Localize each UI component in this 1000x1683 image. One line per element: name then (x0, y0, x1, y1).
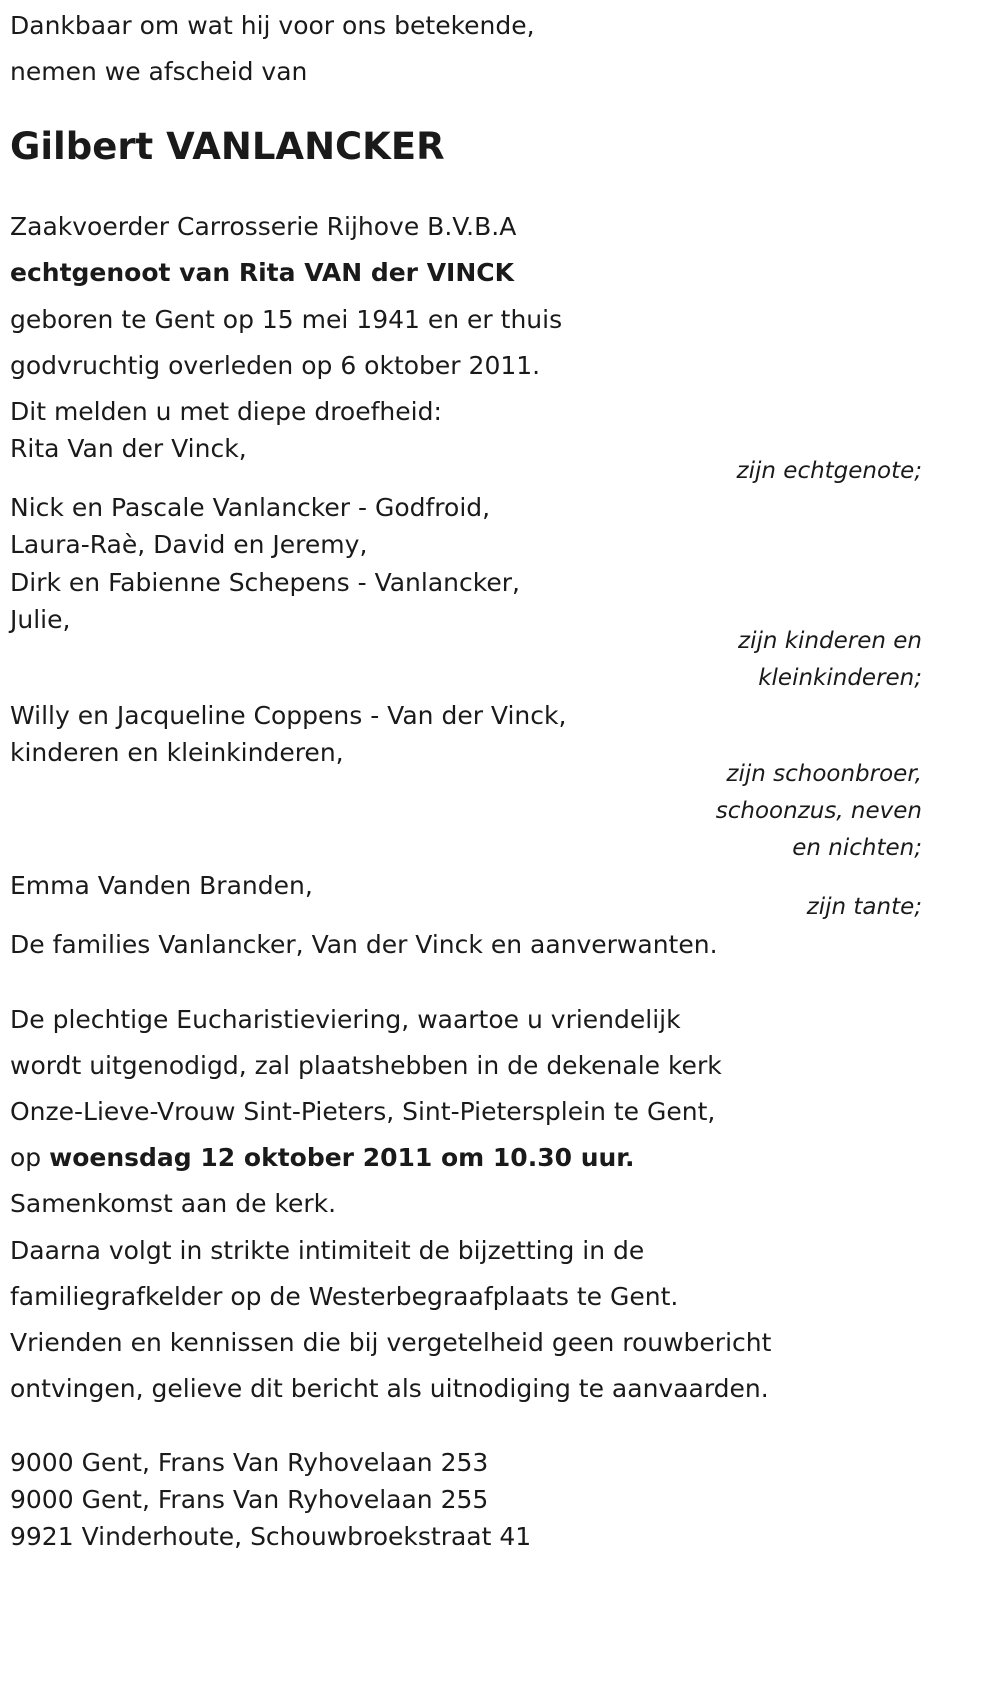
ceremony-line: familiegrafkelder op de Westerbegraafplaats te Gent. (10, 1282, 679, 1311)
ceremony-line: ontvingen, gelieve dit bericht als uitnodiging te aanvaarden. (10, 1374, 769, 1403)
ceremony-line: Onze-Lieve-Vrouw Sint-Pieters, Sint-Pietersplein te Gent, (10, 1097, 716, 1126)
ceremony-line: Samenkomst aan de kerk. (10, 1189, 337, 1218)
ceremony-line: Daarna volgt in strikte intimiteit de bijzetting in de (10, 1236, 645, 1265)
ceremony-date-line (10, 1145, 635, 1170)
in-law-line: kinderen en kleinkinderen, (10, 738, 344, 767)
in-laws-relation: schoonzus, neven (715, 798, 922, 824)
child-line: Nick en Pascale Vanlancker - Godfroid, (10, 493, 491, 522)
address-line: 9921 Vinderhoute, Schouwbroekstraat 41 (10, 1522, 532, 1551)
ceremony-line: De plechtige Eucharistieviering, waartoe u vriendelijk (10, 1005, 681, 1034)
spouse-relation: zijn echtgenote; (736, 458, 922, 484)
in-laws-relation: en nichten; (792, 835, 922, 861)
spouse-name: Rita Van der Vinck, (10, 434, 247, 463)
ceremony-line: Vrienden en kennissen die bij vergetelheid geen rouwbericht (10, 1328, 772, 1357)
children-relation: kleinkinderen; (758, 665, 922, 691)
aunt-relation: zijn tante; (806, 894, 922, 920)
children-relation: zijn kinderen en (738, 628, 922, 654)
mourners-heading: Dit melden u met diepe droefheid: (10, 397, 442, 426)
address-line: 9000 Gent, Frans Van Ryhovelaan 255 (10, 1485, 489, 1514)
deceased-name: Gilbert VANLANCKER (10, 125, 445, 168)
ceremony-line: wordt uitgenodigd, zal plaatshebben in de dekenale kerk (10, 1051, 722, 1080)
intro-line-1: Dankbaar om wat hij voor ons betekende, (10, 11, 535, 40)
families-line: De families Vanlancker, Van der Vinck en aanverwanten. (10, 930, 718, 959)
child-line: Laura-Raè, David en Jeremy, (10, 530, 368, 559)
in-laws-relation: zijn schoonbroer, (726, 761, 922, 787)
address-line: 9000 Gent, Frans Van Ryhovelaan 253 (10, 1448, 489, 1477)
ceremony-date-prefix: op (10, 1143, 50, 1172)
occupation: Zaakvoerder Carrosserie Rijhove B.V.B.A (10, 212, 517, 241)
intro-line-2: nemen we afscheid van (10, 57, 308, 86)
ceremony-date: woensdag 12 oktober 2011 om 10.30 uur. (49, 1143, 635, 1172)
in-law-line: Willy en Jacqueline Coppens - Van der Vinck, (10, 701, 567, 730)
spouse-line: echtgenoot van Rita VAN der VINCK (10, 258, 514, 287)
child-line: Dirk en Fabienne Schepens - Vanlancker, (10, 568, 520, 597)
birth-line: geboren te Gent op 15 mei 1941 en er thuis (10, 305, 563, 334)
aunt-name: Emma Vanden Branden, (10, 871, 313, 900)
death-line: godvruchtig overleden op 6 oktober 2011. (10, 351, 541, 380)
child-line: Julie, (10, 605, 71, 634)
